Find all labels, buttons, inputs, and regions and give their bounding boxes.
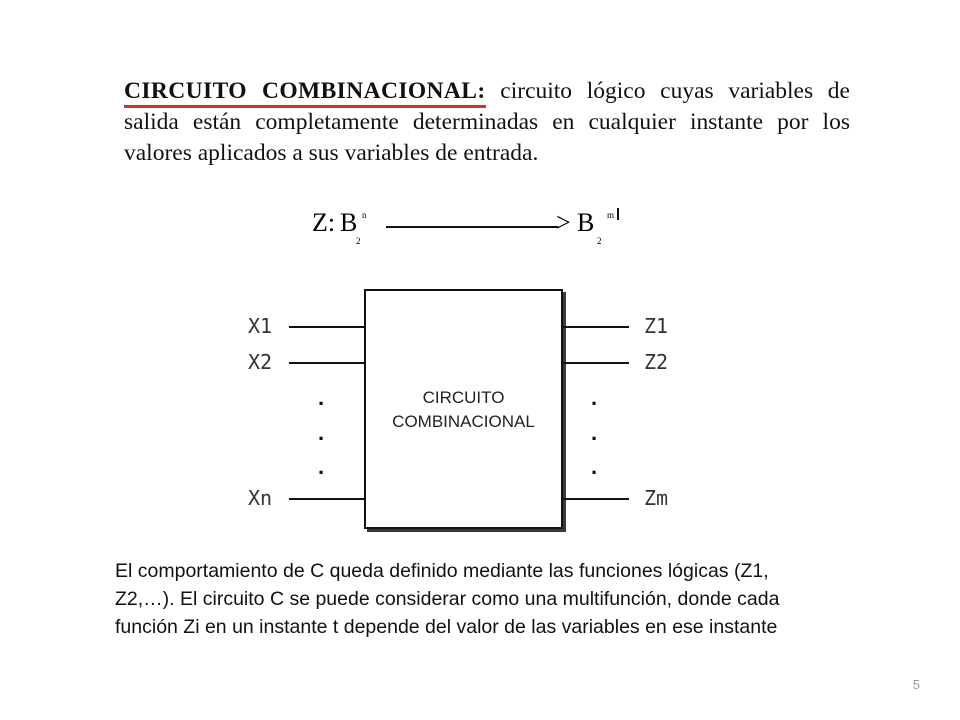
mapping-codomain-base: B [577,208,595,237]
input-label-xn: Xn [248,486,273,510]
output-ellipsis-dot: . [591,454,598,479]
input-ellipsis-dot: . [318,454,325,479]
output-label-z2: Z2 [644,350,669,374]
mapping-codomain-exp: m [607,210,615,220]
output-label-zm: Zm [644,486,669,510]
output-wire-z1 [563,326,629,328]
output-wire-z2 [563,362,629,364]
mapping-domain-sub: 2 [356,236,361,246]
output-label-z1: Z1 [644,314,669,338]
definition-term: CIRCUITO COMBINACIONAL: [124,78,486,108]
mapping-domain-base: B [340,208,358,237]
block-label-line1: CIRCUITO [422,388,505,407]
input-wire-x1 [289,326,364,328]
mapping-function-name: Z: [312,208,336,237]
block-label-line2: COMBINACIONAL [392,412,535,431]
input-label-x1: X1 [248,314,273,338]
output-wire-zm [563,498,629,500]
input-wire-x2 [289,362,364,364]
definition-text: circuito lógico cuyas variables de salida están completamente determinadas en cualquier instante por los valores aplicados a sus variables de entrada. [124,78,850,166]
mapping-bracket-mark [617,208,619,220]
input-label-x2: X2 [248,350,273,374]
mapping-arrow-line [386,226,558,228]
mapping-domain-exp: n [362,210,367,220]
behavior-description: El comportamiento de C queda definido mediante las funciones lógicas (Z1, Z2,…). El circuito C se puede considerar como una multifunción, donde cada función Zi en un instante t depende del valor de las variables en ese instante [115,560,780,638]
slide-number: 5 [912,677,920,692]
mapping-arrow-head: > [556,208,571,237]
mapping-codomain-sub: 2 [597,236,602,246]
input-wire-xn [289,498,364,500]
input-ellipsis-dot: . [318,420,325,445]
output-ellipsis-dot: . [591,420,598,445]
block-label [364,386,563,434]
definition-paragraph [124,76,850,169]
input-ellipsis-dot: . [318,385,325,410]
output-ellipsis-dot: . [591,385,598,410]
